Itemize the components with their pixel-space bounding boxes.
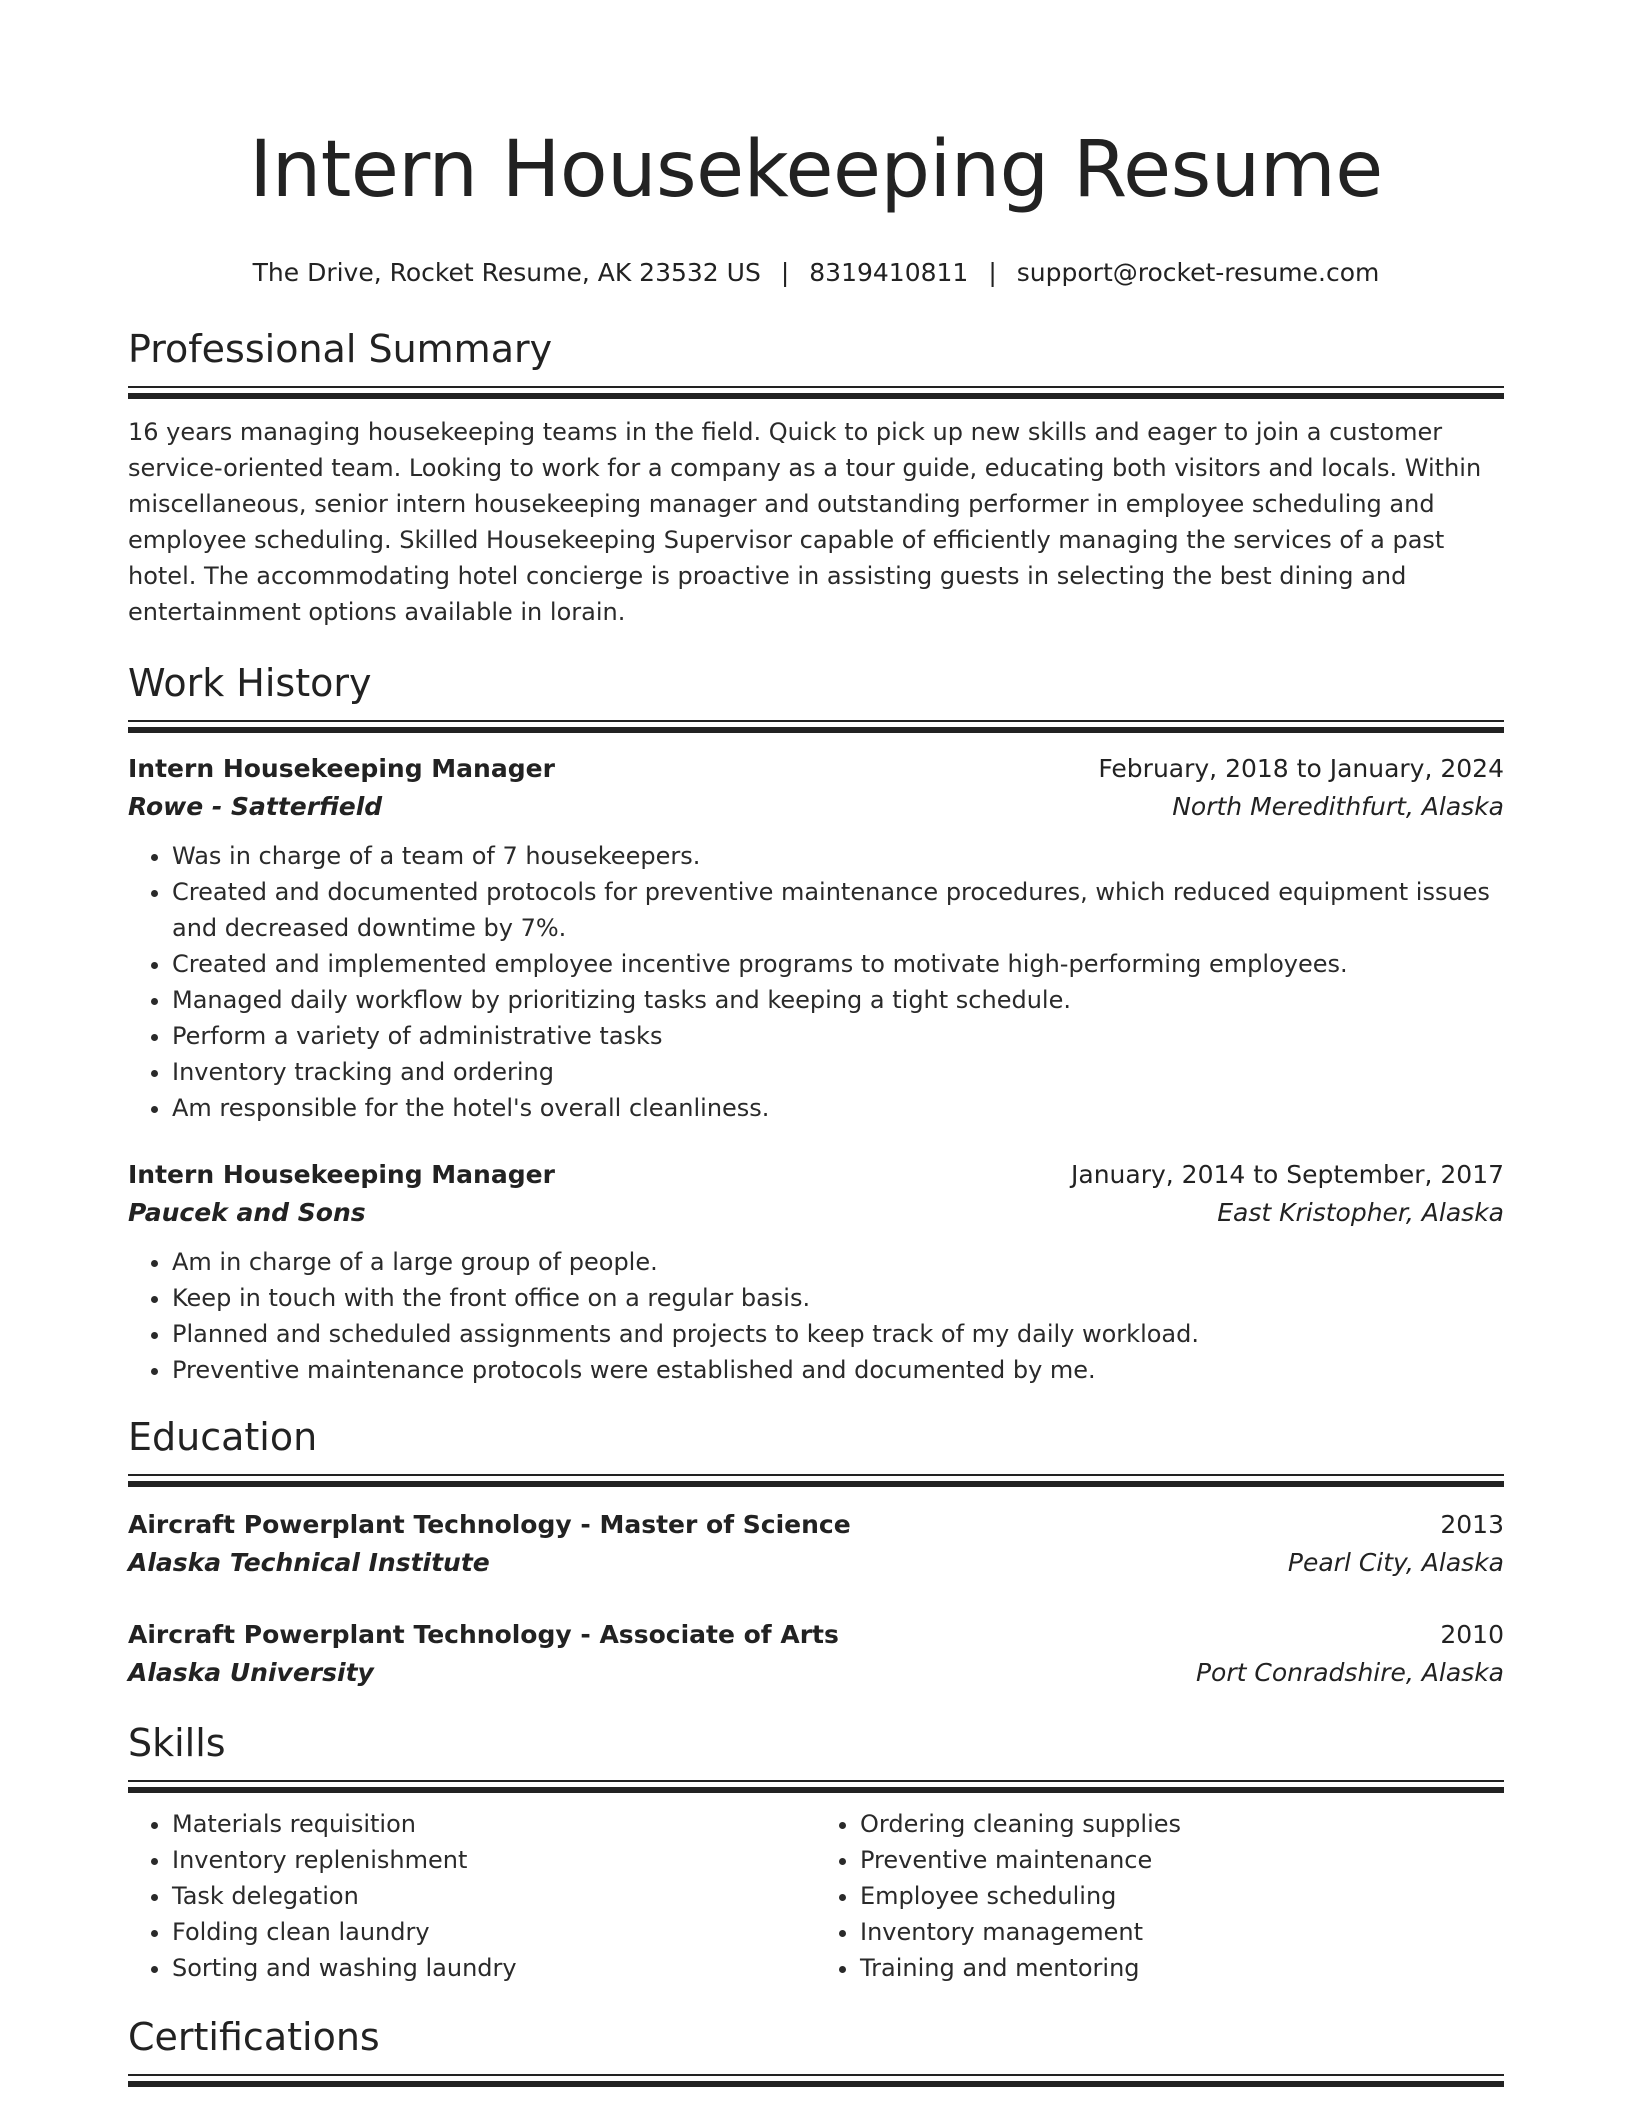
job-bullet: • Created and implemented employee incentive programs to motivate high-performing employees. [172, 946, 1504, 982]
job-location: East Kristopher, Alaska [1217, 1198, 1504, 1227]
skill-item: • Ordering cleaning supplies [860, 1806, 1504, 1842]
education-entry [128, 1506, 1504, 1582]
section-divider [128, 2074, 1504, 2088]
job-employer: Paucek and Sons [128, 1198, 366, 1227]
skill-item: • Folding clean laundry [172, 1914, 816, 1950]
education-entry [128, 1616, 1504, 1692]
job-employer: Rowe - Satterfield [128, 792, 383, 821]
job-bullet: • Keep in touch with the front office on a regular basis. [172, 1280, 1504, 1316]
job-dates: January, 2014 to September, 2017 [1071, 1160, 1504, 1189]
job-bullet: • Was in charge of a team of 7 housekeepers. [172, 838, 1504, 874]
contact-line [128, 256, 1504, 290]
section-divider [128, 1474, 1504, 1488]
education-location: Pearl City, Alaska [1287, 1548, 1504, 1577]
skill-item: • Task delegation [172, 1878, 816, 1914]
job-bullets [128, 838, 1504, 1126]
contact-address: The Drive, Rocket Resume, AK 23532 US [252, 258, 761, 287]
section-divider [128, 1780, 1504, 1794]
education-school: Alaska University [128, 1658, 374, 1687]
section-title-summary: Professional Summary [128, 327, 553, 371]
skill-item: • Employee scheduling [860, 1878, 1504, 1914]
certifications-section [128, 2012, 1504, 2088]
job-dates: February, 2018 to January, 2024 [1098, 754, 1504, 783]
job-entry [128, 750, 1504, 1126]
education-location: Port Conradshire, Alaska [1195, 1658, 1504, 1687]
contact-separator: | [780, 258, 790, 287]
job-bullet: • Am in charge of a large group of people. [172, 1244, 1504, 1280]
section-title-education: Education [128, 1415, 318, 1459]
education-year: 2013 [1440, 1510, 1504, 1539]
skills-section [128, 1718, 1504, 1986]
education-section [128, 1412, 1504, 1692]
resume-page [128, 0, 1504, 2088]
section-title-work-history: Work History [128, 661, 372, 705]
skill-item: • Training and mentoring [860, 1950, 1504, 1986]
job-title: Intern Housekeeping Manager [128, 1160, 555, 1189]
job-bullet: • Inventory tracking and ordering [172, 1054, 1504, 1090]
education-degree: Aircraft Powerplant Technology - Master of Science [128, 1510, 851, 1539]
section-title-skills: Skills [128, 1721, 226, 1765]
job-bullets [128, 1244, 1504, 1388]
contact-email: support@rocket-resume.com [1016, 258, 1380, 287]
skills-list-left [128, 1806, 816, 1986]
job-bullet: • Created and documented protocols for preventive maintenance procedures, which reduced equipment issues and decreased downtime by 7%. [172, 874, 1504, 946]
job-bullet: • Planned and scheduled assignments and projects to keep track of my daily workload. [172, 1316, 1504, 1352]
education-year: 2010 [1440, 1620, 1504, 1649]
skill-item: • Inventory replenishment [172, 1842, 816, 1878]
section-divider [128, 386, 1504, 400]
resume-title: Intern Housekeeping Resume [249, 125, 1383, 215]
skills-list-right [816, 1806, 1504, 1986]
contact-phone: 8319410811 [809, 258, 969, 287]
job-bullet: • Preventive maintenance protocols were established and documented by me. [172, 1352, 1504, 1388]
job-location: North Meredithfurt, Alaska [1172, 792, 1504, 821]
summary-text: 16 years managing housekeeping teams in the field. Quick to pick up new skills and eager to join a customer service-oriented team. Looking to work for a company as a tour guide, educating both visitors and locals. Within miscellaneous, senior intern housekeeping manager and outstanding performer in employee scheduling and employee scheduling. Skilled Housekeeping Supervisor capable of efficiently managing the services of a past hotel. The accommodating hotel concierge is proactive in assisting guests in selecting the best dining and entertainment options available in lorain. [128, 418, 1482, 626]
education-school: Alaska Technical Institute [128, 1548, 490, 1577]
job-bullet: • Perform a variety of administrative tasks [172, 1018, 1504, 1054]
skill-item: • Inventory management [860, 1914, 1504, 1950]
skill-item: • Materials requisition [172, 1806, 816, 1842]
skill-item: • Sorting and washing laundry [172, 1950, 816, 1986]
job-entry [128, 1156, 1504, 1388]
section-title-certifications: Certifications [128, 2015, 380, 2059]
skill-item: • Preventive maintenance [860, 1842, 1504, 1878]
job-bullet: • Managed daily workflow by prioritizing tasks and keeping a tight schedule. [172, 982, 1504, 1018]
section-divider [128, 720, 1504, 734]
skills-grid [128, 1806, 1504, 1986]
education-degree: Aircraft Powerplant Technology - Associate of Arts [128, 1620, 839, 1649]
job-title: Intern Housekeeping Manager [128, 754, 555, 783]
job-bullet: • Am responsible for the hotel's overall cleanliness. [172, 1090, 1504, 1126]
contact-separator: | [988, 258, 997, 287]
work-history-section [128, 658, 1504, 1388]
summary-section [128, 324, 1504, 630]
